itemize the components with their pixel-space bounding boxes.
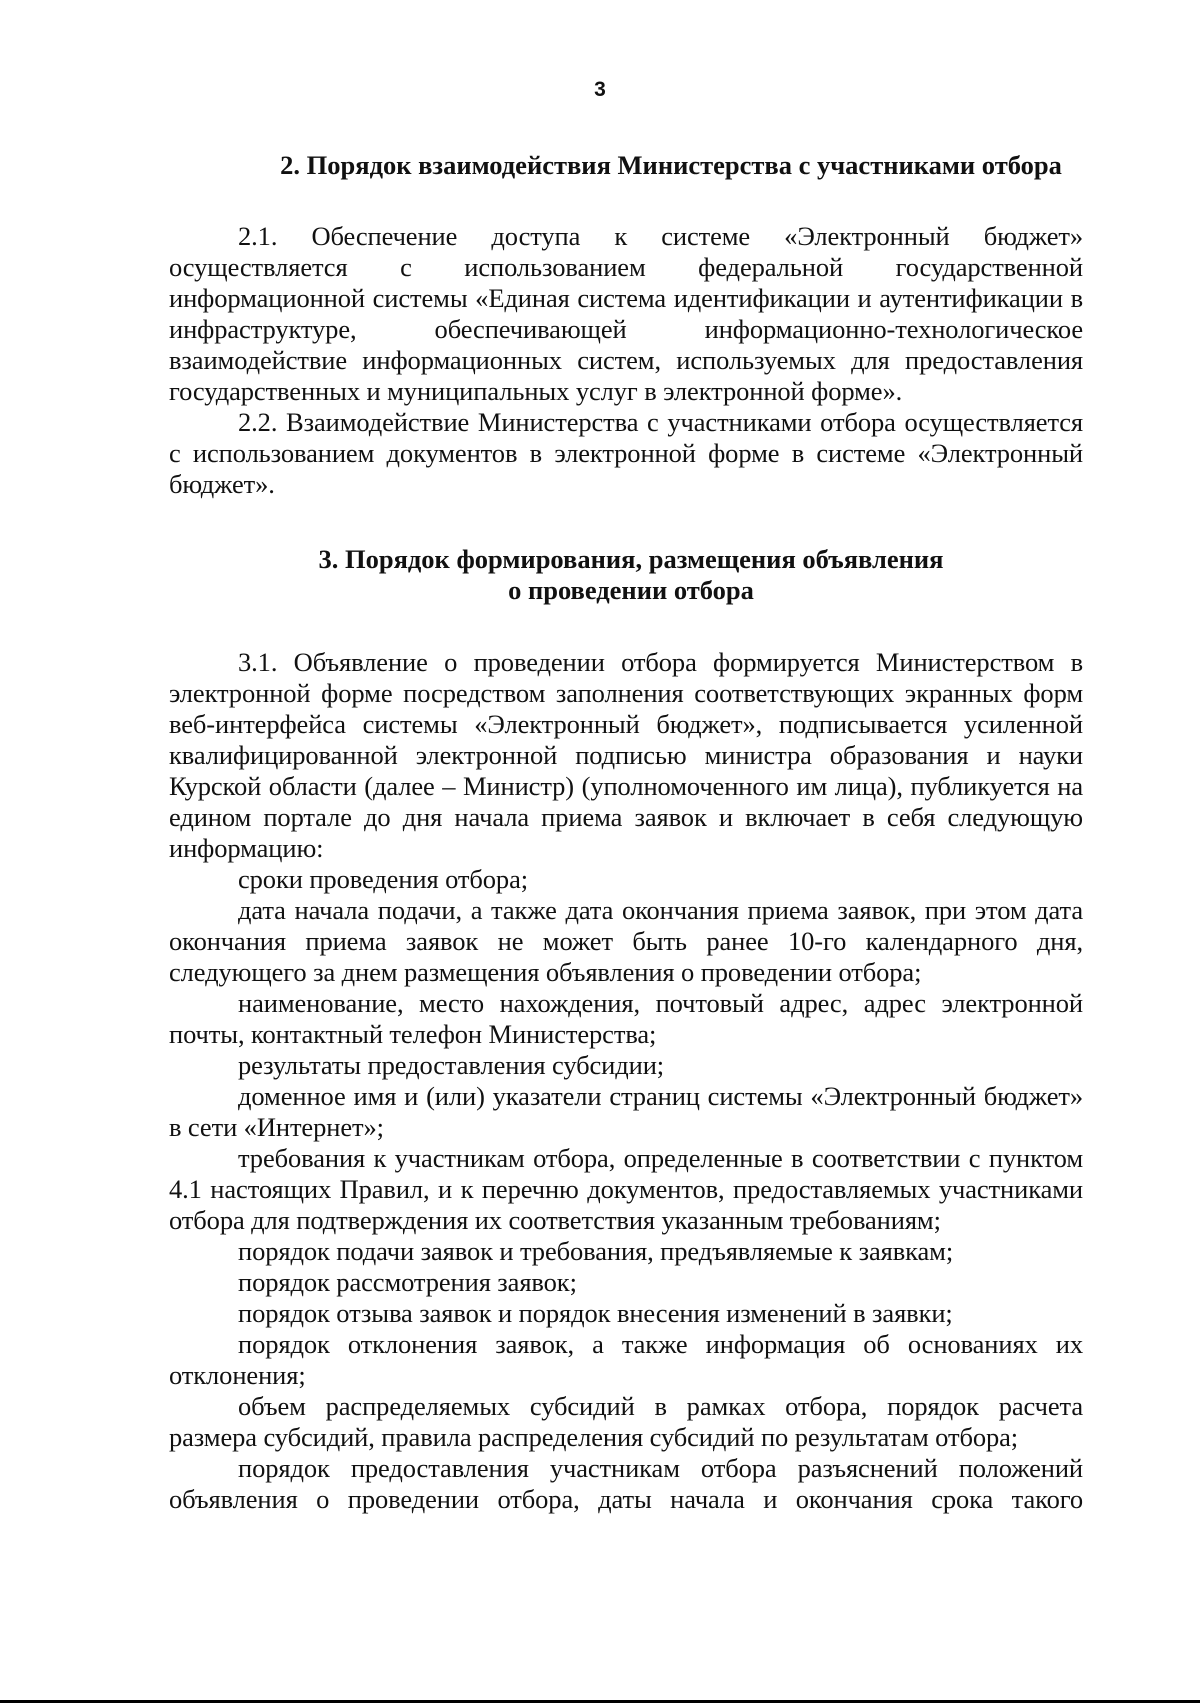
- paragraph-2-1: 2.1. Обеспечение доступа к системе «Электронный бюджет» осуществляется с использованием федеральной государственной информационной системы «Единая система идентификации и аутентификации в инфраструктуре, обеспечивающей информационно-технологическое взаимодействие информационных систем, используемых для предоставления государственных и муниципальных услуг в электронной форме».: [169, 221, 1083, 406]
- section-3-title: [169, 544, 1083, 606]
- list-item-clarifications: порядок предоставления участникам отбора разъяснений положений объявления о проведении отбора, даты начала и окончания срока такого: [169, 1453, 1083, 1514]
- list-item-review: порядок рассмотрения заявок;: [238, 1267, 577, 1297]
- list-item-rejection: порядок отклонения заявок, а также информация об основаниях их отклонения;: [169, 1329, 1083, 1390]
- list-item-withdrawal: порядок отзыва заявок и порядок внесения изменений в заявки;: [238, 1298, 953, 1328]
- list-item-submission: порядок подачи заявок и требования, предъявляемые к заявкам;: [238, 1236, 954, 1266]
- paragraph-3-1: 3.1. Объявление о проведении отбора формируется Министерством в электронной форме посредством заполнения соответствующих экранных форм веб-интерфейса системы «Электронный бюджет», подписывается усиленной квалифицированной электронной подписью министра образования и науки Курской области (далее – Министр) (уполномоченного им лица), публикуется на едином портале до дня начала приема заявок и включает в себя следующую информацию:: [169, 647, 1083, 863]
- list-item-requirements: требования к участникам отбора, определенные в соответствии с пунктом 4.1 настоящих Правил, и к перечню документов, предоставляемых участниками отбора для подтверждения их соответствия указанным требованиям;: [169, 1143, 1083, 1235]
- section-2-title: 2. Порядок взаимодействия Министерства с участниками отбора: [280, 150, 1062, 180]
- list-item-dates: дата начала подачи, а также дата окончания приема заявок, при этом дата окончания приема заявок не может быть ранее 10-го календарного дня, следующего за днем размещения объявления о проведении отбора;: [169, 895, 1083, 987]
- section-3-title-line-1: 3. Порядок формирования, размещения объявления: [318, 544, 944, 574]
- list-item-timeline: сроки проведения отбора;: [238, 864, 529, 894]
- list-item-results: результаты предоставления субсидии;: [238, 1050, 665, 1080]
- paragraph-2-2: 2.2. Взаимодействие Министерства с участниками отбора осуществляется с использованием документов в электронной форме в системе «Электронный бюджет».: [169, 407, 1083, 499]
- list-item-contacts: наименование, место нахождения, почтовый адрес, адрес электронной почты, контактный телефон Министерства;: [169, 988, 1083, 1049]
- list-item-domain: доменное имя и (или) указатели страниц системы «Электронный бюджет» в сети «Интернет»;: [169, 1081, 1083, 1142]
- page-number: 3: [594, 78, 606, 101]
- document-body: [169, 150, 1083, 1515]
- section-3-title-line-2: о проведении отбора: [508, 575, 754, 605]
- list-item-volume: объем распределяемых субсидий в рамках отбора, порядок расчета размера субсидий, правила распределения субсидий по результатам отбора;: [169, 1391, 1083, 1452]
